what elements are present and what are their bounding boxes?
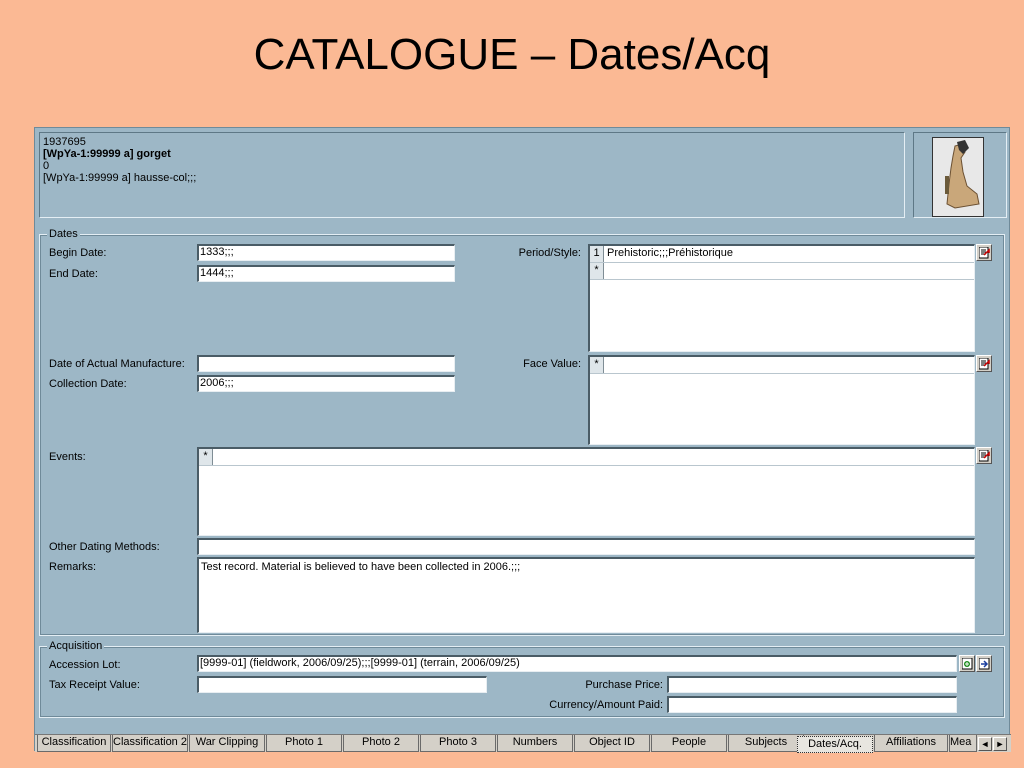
acquisition-group-label: Acquisition bbox=[49, 640, 103, 652]
period-style-list[interactable] bbox=[588, 244, 975, 352]
record-title: [WpYa-1:99999 a] gorget bbox=[43, 148, 171, 160]
dates-group-label: Dates bbox=[49, 228, 78, 240]
period-style-value: Prehistoric;;;Préhistorique bbox=[607, 247, 733, 259]
list-edit-icon bbox=[979, 247, 990, 259]
other-dating-label: Other Dating Methods: bbox=[49, 541, 160, 553]
face-value-edit-button[interactable] bbox=[976, 355, 992, 372]
list-edit-icon bbox=[979, 450, 990, 462]
record-header bbox=[39, 132, 905, 218]
actual-manufacture-label: Date of Actual Manufacture: bbox=[49, 358, 185, 370]
tab-classification-2[interactable]: Classification 2 bbox=[112, 735, 188, 752]
events-label: Events: bbox=[49, 451, 86, 463]
tab-people[interactable]: People bbox=[651, 735, 727, 752]
tab-numbers[interactable]: Numbers bbox=[497, 735, 573, 752]
events-edit-button[interactable] bbox=[976, 447, 992, 464]
events-new-row[interactable] bbox=[199, 449, 974, 466]
face-value-list[interactable] bbox=[588, 355, 975, 445]
add-record-button[interactable] bbox=[959, 655, 975, 672]
purchase-price-label: Purchase Price: bbox=[585, 679, 663, 691]
tab-subjects[interactable]: Subjects bbox=[728, 735, 804, 752]
events-list[interactable] bbox=[197, 447, 975, 536]
begin-date-label: Begin Date: bbox=[49, 247, 107, 259]
accession-lot-label: Accession Lot: bbox=[49, 659, 121, 671]
tax-receipt-input[interactable] bbox=[197, 676, 487, 693]
end-date-input[interactable]: 1444;;; bbox=[197, 265, 455, 282]
slide-title: CATALOGUE – Dates/Acq bbox=[253, 30, 771, 79]
purchase-price-input[interactable] bbox=[667, 676, 957, 693]
accession-lot-input[interactable]: [9999-01] (fieldwork, 2006/09/25);;;[9999-01] (terrain, 2006/09/25) bbox=[197, 655, 957, 672]
tab-dates-acq[interactable]: Dates/Acq. bbox=[797, 736, 873, 753]
tab-affiliations[interactable]: Affiliations bbox=[874, 735, 948, 752]
period-style-row[interactable] bbox=[590, 246, 974, 263]
end-date-label: End Date: bbox=[49, 268, 98, 280]
remarks-label: Remarks: bbox=[49, 561, 97, 573]
period-style-edit-button[interactable] bbox=[976, 244, 992, 261]
tab-classification[interactable]: Classification bbox=[37, 735, 111, 752]
row-number: 1 bbox=[590, 246, 604, 262]
add-record-icon bbox=[962, 658, 973, 670]
period-style-new-row[interactable] bbox=[590, 263, 974, 280]
remarks-textarea[interactable]: Test record. Material is believed to have been collected in 2006.;;; bbox=[197, 557, 975, 633]
currency-amount-label: Currency/Amount Paid: bbox=[549, 699, 663, 711]
tab-photo-3[interactable]: Photo 3 bbox=[420, 735, 496, 752]
tax-receipt-label: Tax Receipt Value: bbox=[49, 679, 140, 691]
tab-photo-1[interactable]: Photo 1 bbox=[266, 735, 342, 752]
record-count: 0 bbox=[43, 160, 50, 172]
tab-object-id[interactable]: Object ID bbox=[574, 735, 650, 752]
currency-amount-input[interactable] bbox=[667, 696, 957, 713]
tab-scroll-left-button[interactable]: ◄ bbox=[978, 737, 992, 751]
goto-record-icon bbox=[979, 658, 990, 670]
boot-photo-icon bbox=[932, 137, 984, 217]
record-photo[interactable] bbox=[913, 132, 1007, 218]
actual-manufacture-input[interactable] bbox=[197, 355, 455, 372]
tab-measurements[interactable]: Mea bbox=[949, 735, 977, 752]
list-edit-icon bbox=[979, 358, 990, 370]
new-row-marker: * bbox=[590, 357, 604, 373]
collection-date-input[interactable]: 2006;;; bbox=[197, 375, 455, 392]
period-style-label: Period/Style: bbox=[518, 247, 581, 259]
catalogue-window bbox=[34, 127, 1010, 751]
new-row-marker: * bbox=[199, 449, 213, 465]
other-dating-input[interactable] bbox=[197, 538, 975, 555]
collection-date-label: Collection Date: bbox=[49, 378, 127, 390]
tab-war-clipping[interactable]: War Clipping bbox=[189, 735, 265, 752]
new-row-marker: * bbox=[590, 263, 604, 279]
goto-record-button[interactable] bbox=[976, 655, 992, 672]
begin-date-input[interactable]: 1333;;; bbox=[197, 244, 455, 261]
face-value-label: Face Value: bbox=[523, 358, 581, 370]
record-title-fr: [WpYa-1:99999 a] hausse-col;;; bbox=[43, 172, 197, 184]
tab-photo-2[interactable]: Photo 2 bbox=[343, 735, 419, 752]
tab-bar bbox=[35, 734, 1011, 752]
tab-scroll-right-button[interactable]: ► bbox=[993, 737, 1007, 751]
record-id: 1937695 bbox=[43, 136, 86, 148]
face-value-new-row[interactable] bbox=[590, 357, 974, 374]
